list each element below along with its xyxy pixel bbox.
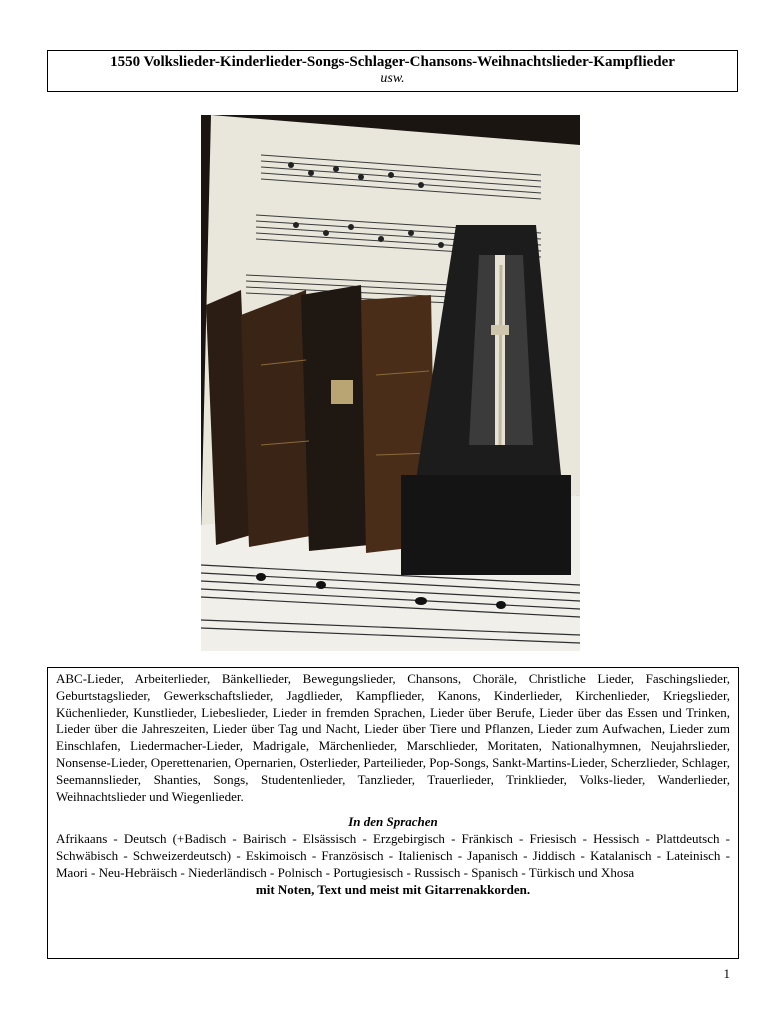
songbooks-metronome-illustration: [201, 115, 580, 651]
languages-list: Afrikaans - Deutsch (+Badisch - Bairisch - Elsässisch - Erzgebirgisch - Fränkisch - Friesisch - Hessisch - Plattdeutsch - Schwäbisch - Schweizerdeutsch) - Eskimoisch - Französisch - Italienisch - Japanisch - Jiddisch - Katalanisch - Lateinisch - Maori - Neu-Hebräisch - Niederländisch - Polnisch - Portugiesisch - Russisch - Spanisch - Türkisch und Xhosa: [56, 831, 730, 880]
languages-heading: In den Sprachen: [348, 814, 438, 830]
cover-photo: [201, 115, 580, 651]
footer-note: mit Noten, Text und meist mit Gitarrenakkorden.: [255, 881, 531, 897]
document-title: 1550 Volkslieder-Kinderlieder-Songs-Schlager-Chansons-Weihnachtslieder-Kampflieder: [110, 54, 675, 70]
page-number: 1: [723, 966, 730, 981]
document-subtitle: usw.: [380, 71, 405, 86]
content-box: [47, 667, 739, 959]
song-categories: ABC-Lieder, Arbeiterlieder, Bänkellieder, Bewegungslieder, Chansons, Choräle, Christliche Lieder, Faschingslieder, Geburtstagslieder, Gewerkschaftslieder, Jagdlieder, Kampflieder, Kanons, Kinderlieder, Kirchenlieder, Kriegslieder, Küchenlieder, Kunstlieder, Liebeslieder, Lieder in fremden Sprachen, Lieder über Berufe, Lieder über das Essen und Trinken, Lieder über die Jahreszeiten, Lieder über Tag und Nacht, Lieder über Tiere und Pflanzen, Lieder zum Aufwachen, Lieder zum Einschlafen, Liedermacher-Lieder, Madrigale, Märchenlieder, Marschlieder, Moritaten, Nationalhymnen, Neujahrslieder, Nonsense-Lieder, Operettenarien, Opernarien, Osterlieder, Parteilieder, Pop-Songs, Sankt-Martins-Lieder, Scherzlieder, Schlager, Seemannslieder, Shanties, Songs, Studentenlieder, Tanzlieder, Trauerlieder, Trinklieder, Volks-lieder, Wanderlieder, Weihnachtslieder und Wiegenlieder.: [56, 671, 730, 804]
title-box: [47, 50, 738, 92]
